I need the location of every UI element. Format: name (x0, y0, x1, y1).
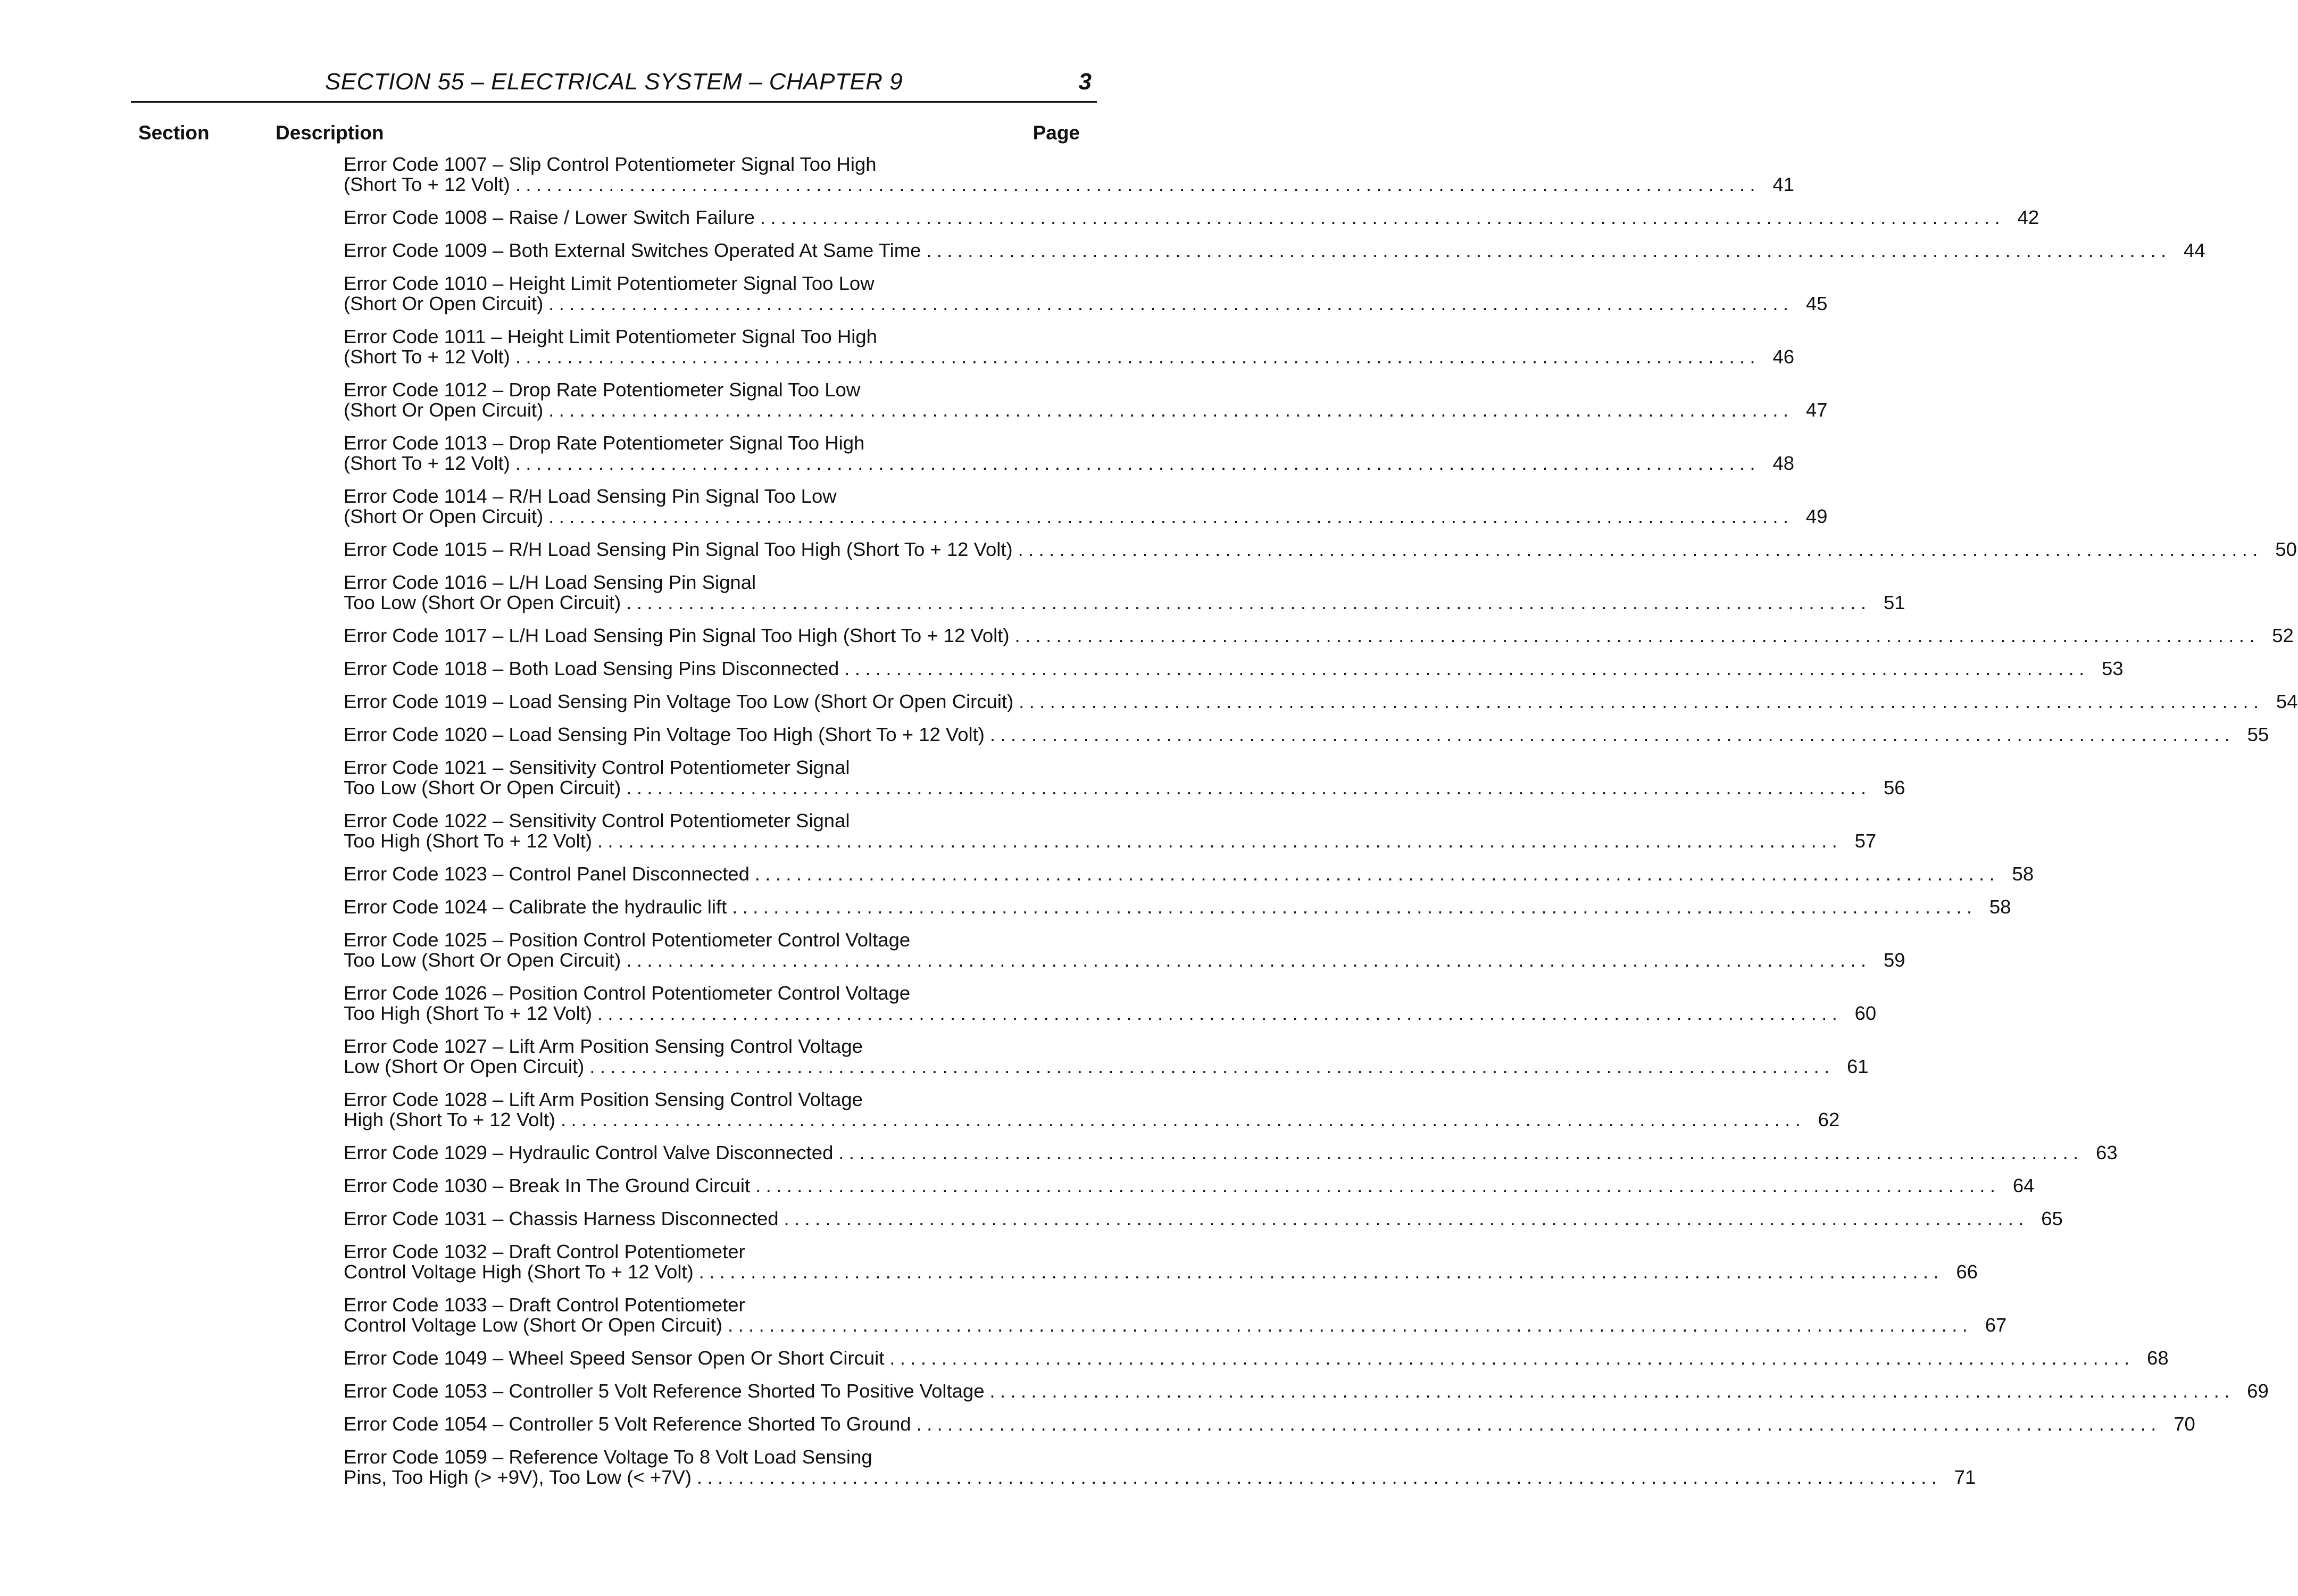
toc-entry-text: Error Code 1008 – Raise / Lower Switch Failure (344, 206, 755, 228)
toc-entry (344, 379, 1828, 421)
toc-entry (344, 896, 2011, 918)
toc-entry (344, 1088, 1840, 1130)
toc-entry-page: 62 (1818, 1109, 1840, 1130)
dot-leader: ........................................................................................................................ (698, 1261, 1944, 1283)
toc-entry-row (344, 658, 2124, 679)
dot-leader: ........................................................................................................................ (589, 1055, 1835, 1077)
toc-entry-row (344, 346, 1795, 368)
toc-entry-title: Error Code 1010 – Height Limit Potentiometer Signal Too Low (344, 272, 875, 294)
toc-entry (344, 1241, 1978, 1283)
toc-entry-row (344, 1347, 2169, 1369)
toc-entry-text: High (Short To + 12 Volt) (344, 1109, 556, 1130)
dot-leader: ........................................................................................................................ (1018, 538, 2263, 560)
toc-entry-title: Error Code 1012 – Drop Rate Potentiometer Signal Too Low (344, 379, 861, 401)
toc-entry (344, 1347, 2169, 1369)
toc-entry-row (344, 691, 2298, 712)
toc-entry (344, 1446, 1976, 1488)
toc-entry-page: 59 (1883, 949, 1905, 971)
toc-entry-text: Error Code 1029 – Hydraulic Control Valve Disconnected (344, 1142, 834, 1163)
toc-entry (344, 982, 1877, 1024)
toc-entry-text: Error Code 1053 – Controller 5 Volt Reference Shorted To Positive Voltage (344, 1380, 985, 1402)
toc-entry-text: Error Code 1023 – Control Panel Disconnected (344, 863, 750, 885)
toc-entry-row (344, 949, 1905, 971)
dot-leader: ........................................................................................................................ (755, 1175, 2001, 1196)
toc-entry-page: 50 (2275, 538, 2297, 560)
dot-leader: ........................................................................................................................ (754, 863, 2000, 885)
toc-entry-text: Too High (Short To + 12 Volt) (344, 1002, 592, 1024)
toc-entry-page: 69 (2247, 1380, 2269, 1402)
toc-entry-page: 48 (1772, 452, 1795, 474)
toc-entry-text: Error Code 1019 – Load Sensing Pin Voltage Too Low (Short Or Open Circuit) (344, 691, 1014, 712)
toc-entry-text: (Short To + 12 Volt) (344, 173, 510, 195)
toc-entry-text: Error Code 1024 – Calibrate the hydraulic lift (344, 896, 727, 918)
toc-entry (344, 1175, 2035, 1196)
toc-entry-row (344, 293, 1828, 314)
toc-entry-page: 57 (1854, 830, 1877, 852)
toc-entry-title: Error Code 1011 – Height Limit Potentiometer Signal Too High (344, 326, 877, 347)
toc-entry-row (344, 1109, 1840, 1130)
toc-entry-row (344, 896, 2011, 918)
toc-entry-text: Low (Short Or Open Circuit) (344, 1055, 585, 1077)
toc-entry-row (344, 863, 2034, 885)
dot-leader: ........................................................................................................................ (732, 896, 1977, 918)
toc-entry-row (344, 505, 1828, 527)
toc-entry-row (344, 173, 1795, 195)
toc-entry-page: 58 (1989, 896, 2011, 918)
toc-entry-page: 71 (1954, 1466, 1976, 1488)
toc-entry-title: Error Code 1028 – Lift Arm Position Sensing Control Voltage (344, 1088, 863, 1110)
dot-leader: ........................................................................................................................ (784, 1208, 2029, 1229)
dot-leader: ........................................................................................................................ (626, 949, 1871, 971)
toc-entry-title: Error Code 1027 – Lift Arm Position Sensing Control Voltage (344, 1035, 863, 1057)
dot-leader: ........................................................................................................................ (844, 658, 2089, 679)
toc-entry-page: 61 (1846, 1055, 1869, 1077)
toc-entry-page: 47 (1805, 399, 1828, 421)
dot-leader: ........................................................................................................................ (760, 206, 2005, 228)
toc-entry-row (344, 1002, 1877, 1024)
toc-entry-row (344, 724, 2269, 745)
toc-entry (344, 757, 1905, 799)
toc-entry (344, 658, 2124, 679)
toc-entry (344, 432, 1795, 474)
toc-entry-title: Error Code 1016 – L/H Load Sensing Pin Signal (344, 571, 756, 593)
toc-entry-page: 56 (1883, 777, 1905, 799)
dot-leader: ........................................................................................................................ (1019, 691, 2264, 712)
toc-entry (344, 1413, 2195, 1435)
toc-entry (344, 1035, 1869, 1077)
toc-entry-row (344, 1314, 2007, 1336)
toc-entry-title: Error Code 1014 – R/H Load Sensing Pin Signal Too Low (344, 485, 837, 507)
toc-entry-row (344, 206, 2039, 228)
toc-entry-row (344, 399, 1828, 421)
toc-entry-row (344, 1175, 2035, 1196)
dot-leader: ........................................................................................................................ (989, 1380, 2235, 1402)
dot-leader: ........................................................................................................................ (926, 239, 2171, 261)
toc-entry-text: Too High (Short To + 12 Volt) (344, 830, 592, 852)
toc-entry-row (344, 1142, 2118, 1163)
toc-entry-row (344, 1208, 2063, 1229)
toc-entry-text: (Short Or Open Circuit) (344, 399, 544, 421)
page-header (131, 66, 1097, 103)
toc-list (344, 153, 2298, 1500)
toc-entry-title: Error Code 1013 – Drop Rate Potentiometer Signal Too High (344, 432, 865, 454)
toc-entry-page: 55 (2247, 724, 2269, 745)
toc-entry (344, 1294, 2007, 1336)
dot-leader: ........................................................................................................................ (889, 1347, 2135, 1369)
dot-leader: ........................................................................................................................ (626, 592, 1871, 613)
toc-entry-text: (Short To + 12 Volt) (344, 452, 510, 474)
toc-entry (344, 863, 2034, 885)
column-header-section: Section (138, 122, 210, 144)
toc-entry (344, 929, 1905, 971)
dot-leader: ........................................................................................................................ (515, 452, 1761, 474)
toc-entry-row (344, 830, 1877, 852)
toc-entry (344, 153, 1795, 195)
toc-entry-page: 64 (2012, 1175, 2035, 1196)
toc-entry-row (344, 452, 1795, 474)
toc-entry-page: 51 (1883, 592, 1905, 613)
toc-entry (344, 485, 1828, 527)
toc-entry (344, 1380, 2269, 1402)
dot-leader: ........................................................................................................................ (916, 1413, 2161, 1435)
toc-entry (344, 1142, 2118, 1163)
toc-entry-text: Error Code 1020 – Load Sensing Pin Voltage Too High (Short To + 12 Volt) (344, 724, 985, 745)
dot-leader: ........................................................................................................................ (548, 293, 1794, 314)
toc-entry-page: 49 (1805, 505, 1828, 527)
dot-leader: ........................................................................................................................ (548, 399, 1794, 421)
toc-entry-row (344, 592, 1905, 613)
toc-entry-page: 45 (1805, 293, 1828, 314)
toc-entry (344, 538, 2297, 560)
toc-entry-page: 44 (2184, 239, 2205, 261)
toc-entry (344, 571, 1905, 613)
toc-entry-page: 53 (2101, 658, 2124, 679)
page-number: 3 (1078, 69, 1092, 95)
toc-entry-text: (Short Or Open Circuit) (344, 293, 544, 314)
toc-entry-page: 70 (2174, 1413, 2195, 1435)
toc-entry-text: (Short Or Open Circuit) (344, 505, 544, 527)
toc-entry (344, 206, 2039, 228)
toc-entry-page: 42 (2017, 206, 2039, 228)
toc-entry-text: Control Voltage High (Short To + 12 Volt) (344, 1261, 694, 1283)
dot-leader: ........................................................................................................................ (626, 777, 1871, 799)
toc-entry (344, 724, 2269, 745)
toc-entry-page: 65 (2041, 1208, 2063, 1229)
toc-entry-title: Error Code 1026 – Position Control Potentiometer Control Voltage (344, 982, 911, 1004)
toc-entry-text: Error Code 1049 – Wheel Speed Sensor Open Or Short Circuit (344, 1347, 885, 1369)
toc-entry-page: 60 (1854, 1002, 1877, 1024)
toc-entry-row (344, 1055, 1869, 1077)
toc-entry-text: Control Voltage Low (Short Or Open Circuit) (344, 1314, 723, 1336)
dot-leader: ........................................................................................................................ (561, 1109, 1806, 1130)
toc-entry (344, 691, 2298, 712)
toc-entry-row (344, 1466, 1976, 1488)
toc-entry-text: Error Code 1009 – Both External Switches Operated At Same Time (344, 239, 921, 261)
dot-leader: ........................................................................................................................ (1014, 625, 2260, 646)
toc-entry-row (344, 1413, 2195, 1435)
dot-leader: ........................................................................................................................ (597, 830, 1843, 852)
dot-leader: ........................................................................................................................ (728, 1314, 1973, 1336)
toc-entry-row (344, 538, 2297, 560)
toc-entry-page: 52 (2272, 625, 2294, 646)
dot-leader: ........................................................................................................................ (697, 1466, 1942, 1488)
toc-entry-text: Too Low (Short Or Open Circuit) (344, 777, 621, 799)
toc-entry-row (344, 777, 1905, 799)
toc-entry-text: Pins, Too High (> +9V), Too Low (< +7V) (344, 1466, 692, 1488)
toc-entry (344, 272, 1828, 314)
dot-leader: ........................................................................................................................ (515, 173, 1761, 195)
toc-entry-text: Too Low (Short Or Open Circuit) (344, 592, 621, 613)
column-header-page: Page (1033, 122, 1080, 144)
toc-entry-title: Error Code 1022 – Sensitivity Control Potentiometer Signal (344, 810, 850, 832)
dot-leader: ........................................................................................................................ (548, 505, 1794, 527)
toc-entry-row (344, 1261, 1978, 1283)
dot-leader: ........................................................................................................................ (597, 1002, 1843, 1024)
toc-entry-row (344, 1380, 2269, 1402)
toc-entry (344, 326, 1795, 368)
toc-entry-text: Error Code 1031 – Chassis Harness Disconnected (344, 1208, 779, 1229)
toc-entry-page: 63 (2096, 1142, 2118, 1163)
toc-entry-text: Error Code 1018 – Both Load Sensing Pins Disconnected (344, 658, 839, 679)
toc-entry-page: 41 (1772, 173, 1795, 195)
toc-entry-text: Error Code 1030 – Break In The Ground Circuit (344, 1175, 751, 1196)
toc-entry (344, 1208, 2063, 1229)
dot-leader: ........................................................................................................................ (838, 1142, 2084, 1163)
toc-entry-row (344, 239, 2205, 261)
toc-entry-title: Error Code 1025 – Position Control Potentiometer Control Voltage (344, 929, 911, 951)
toc-entry-text: Error Code 1015 – R/H Load Sensing Pin Signal Too High (Short To + 12 Volt) (344, 538, 1013, 560)
toc-entry-text: (Short To + 12 Volt) (344, 346, 510, 368)
dot-leader: ........................................................................................................................ (989, 724, 2235, 745)
toc-entry-title: Error Code 1021 – Sensitivity Control Potentiometer Signal (344, 757, 850, 778)
toc-entry (344, 625, 2294, 646)
column-header-description: Description (276, 122, 384, 144)
toc-entry-title: Error Code 1033 – Draft Control Potentiometer (344, 1294, 745, 1316)
toc-entry-text: Error Code 1017 – L/H Load Sensing Pin Signal Too High (Short To + 12 Volt) (344, 625, 1010, 646)
dot-leader: ........................................................................................................................ (515, 346, 1761, 368)
toc-entry-title: Error Code 1007 – Slip Control Potentiometer Signal Too High (344, 153, 877, 175)
toc-entry-page: 66 (1956, 1261, 1978, 1283)
toc-entry (344, 810, 1877, 852)
toc-entry (344, 239, 2205, 261)
toc-entry-text: Error Code 1054 – Controller 5 Volt Reference Shorted To Ground (344, 1413, 911, 1435)
toc-entry-page: 67 (1985, 1314, 2007, 1336)
page-title: SECTION 55 – ELECTRICAL SYSTEM – CHAPTER 9 (324, 69, 903, 95)
toc-entry-page: 58 (2012, 863, 2034, 885)
toc-entry-title: Error Code 1059 – Reference Voltage To 8 Volt Load Sensing (344, 1446, 872, 1468)
toc-entry-title: Error Code 1032 – Draft Control Potentiometer (344, 1241, 745, 1262)
toc-entry-page: 68 (2147, 1347, 2169, 1369)
toc-entry-row (344, 625, 2294, 646)
toc-entry-page: 54 (2276, 691, 2298, 712)
toc-entry-page: 46 (1772, 346, 1795, 368)
toc-entry-text: Too Low (Short Or Open Circuit) (344, 949, 621, 971)
